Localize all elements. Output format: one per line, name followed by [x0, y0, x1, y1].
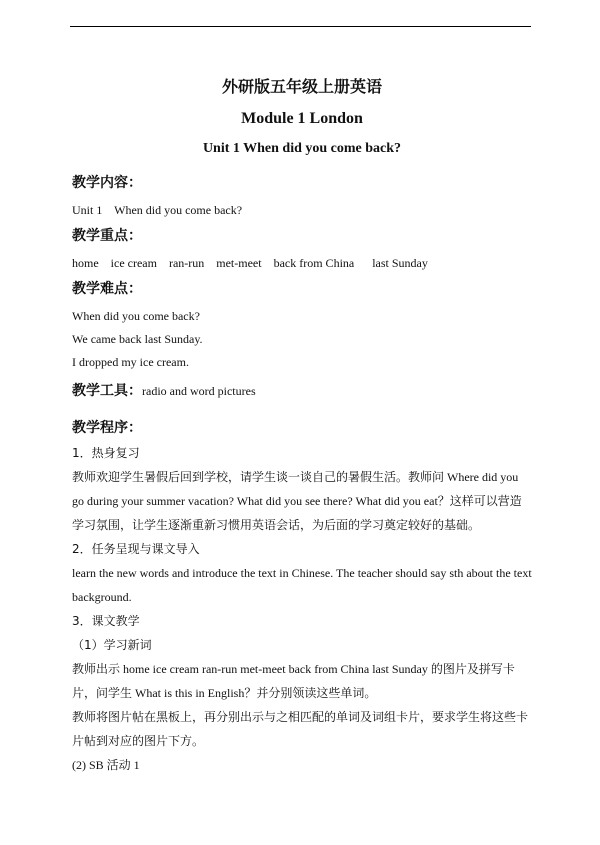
step1-text: 教师欢迎学生暑假后回到学校，请学生谈一谈自己的暑假生活。教师问 Where did you go during your summer vacation? What did you see there? What did you eat？这样可以营造学习氛围，让学生逐渐重新习惯用英语会话，为后面的学习奠定较好的基础。 — [72, 470, 522, 532]
document-body — [72, 75, 532, 777]
difficulty-line: I dropped my ice cream. — [72, 355, 189, 369]
step3-sub1-text2: 教师将图片帖在黑板上，再分别出示与之相匹配的单词及词组卡片，要求学生将这些卡片帖到对应的图片下方。 — [72, 710, 529, 748]
tools-heading: 教学工具： — [72, 384, 142, 399]
difficulties-heading: 教学难点： — [72, 281, 142, 297]
step2-text: learn the new words and introduce the text in Chinese. The teacher should say sth about the text background. — [72, 566, 532, 604]
header-rule — [70, 26, 531, 27]
unit-title: Unit 1 When did you come back? — [202, 141, 402, 156]
content-text: Unit 1 When did you come back? — [72, 203, 243, 217]
step3-title: 3．课文教学 — [72, 614, 140, 628]
step2-title: 2．任务呈现与课文导入 — [72, 542, 200, 556]
tools-line — [72, 379, 532, 404]
step3-sub1-text1: 教师出示 home ice cream ran-run met-meet back from China last Sunday 的图片及拼写卡片，问学生 What is this in English？并分别领读这些单词。 — [72, 662, 515, 700]
module-title: Module 1 London — [241, 110, 363, 127]
document-title: 外研版五年级上册英语 — [221, 77, 382, 96]
step3-sub1-title: （1）学习新词 — [72, 638, 152, 652]
content-heading: 教学内容： — [72, 175, 142, 191]
step1-title: 1．热身复习 — [72, 446, 140, 460]
procedure-heading: 教学程序： — [72, 420, 142, 436]
keypoints-text: home ice cream ran-run met-meet back from China last Sunday — [72, 256, 428, 270]
keypoints-heading: 教学重点： — [72, 228, 142, 244]
difficulty-line: We came back last Sunday. — [72, 332, 203, 346]
step3-sub2-title: (2) SB 活动 1 — [72, 758, 140, 772]
difficulty-line: When did you come back? — [72, 309, 200, 323]
tools-text: radio and word pictures — [142, 384, 256, 398]
